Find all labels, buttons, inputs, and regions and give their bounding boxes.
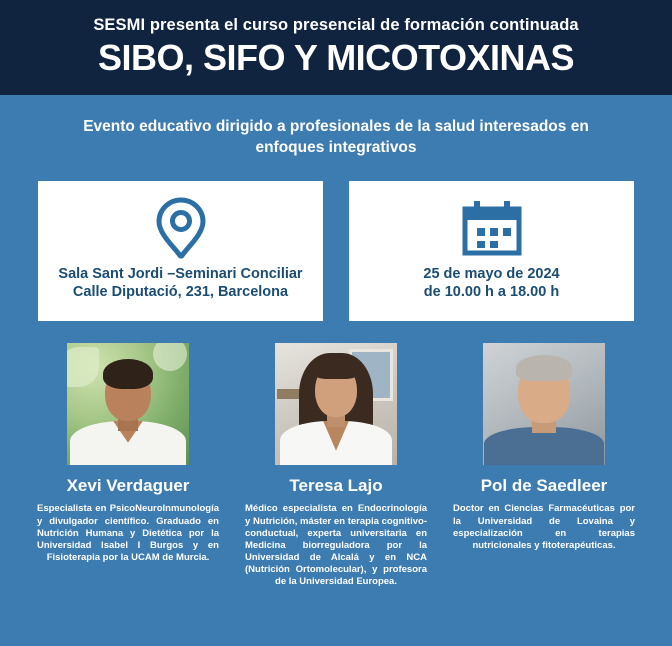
venue-card	[38, 181, 323, 321]
date-text	[423, 265, 559, 302]
date-line-1: 25 de mayo de 2024	[423, 265, 560, 282]
speaker-bio: Médico especialista en Endocrinología y Nutrición, máster en terapia cognitivo-conductual, experta universitaria en Medicina biorreguladora por la Universidad de Alcalá y en NCA (Nutrición Ortomolecular), y profesora de la Universidad Europea.	[245, 503, 427, 588]
page-title: SIBO, SIFO Y MICOTOXINAS	[97, 37, 575, 79]
speaker-card	[449, 343, 639, 589]
venue-line-1: Sala Sant Jordi –Seminari Conciliar	[58, 265, 303, 282]
avatar	[483, 343, 605, 465]
avatar	[275, 343, 397, 465]
speaker-bio: Doctor en Ciencias Farmacéuticas por la Universidad de Lovaina y especialización en terapias nutricionales y fitoterapéuticas.	[453, 503, 635, 551]
location-pin-icon	[154, 197, 208, 259]
calendar-icon	[461, 197, 523, 259]
date-card	[349, 181, 634, 321]
avatar	[67, 343, 189, 465]
speaker-name: Pol de Saedleer	[480, 475, 608, 495]
poster-subtitle: Evento educativo dirigido a profesionales de la salud interesados en enfoques integrativos	[83, 117, 589, 156]
date-line-2: de 10.00 h a 18.00 h	[423, 284, 560, 301]
speaker-card	[241, 343, 431, 589]
speakers-section	[0, 321, 672, 589]
info-cards	[0, 159, 672, 321]
speaker-name: Teresa Lajo	[289, 475, 383, 495]
speaker-bio: Especialista en PsicoNeuroInmunología y divulgador científico. Graduado en Nutrición Humana y Dietética por la Universidad Isabel I Burgos y en Fisioterapia por la UCAM de Murcia.	[37, 503, 219, 564]
poster-header	[0, 0, 672, 95]
venue-text	[58, 265, 302, 302]
speaker-card	[33, 343, 223, 589]
header-pretitle: SESMI presenta el curso presencial de formación continuada	[93, 16, 579, 34]
venue-line-2: Calle Diputació, 231, Barcelona	[72, 284, 289, 301]
speaker-name: Xevi Verdaguer	[66, 475, 190, 495]
